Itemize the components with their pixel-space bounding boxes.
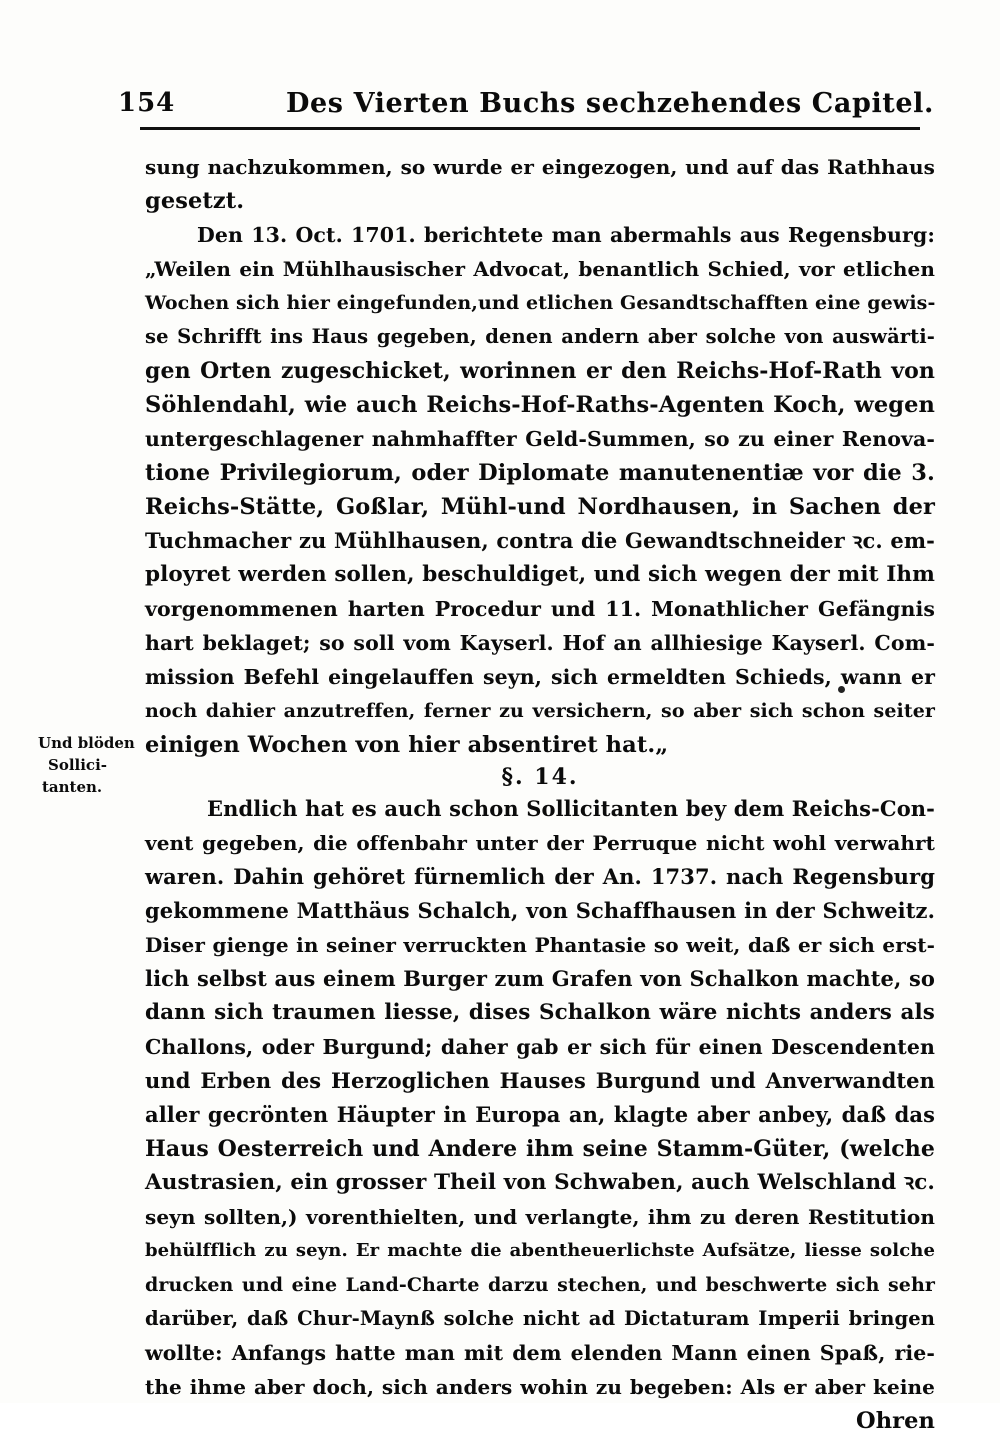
header-rule — [140, 127, 920, 130]
text-line: darüber, daß Chur-Maynß solche nicht ad Dictaturam Imperii bringen — [145, 1307, 935, 1330]
text-line: ployret werden sollen, beschuldiget, und sich wegen der mit Ihm — [145, 562, 935, 587]
margin-note-line: Sollici- — [48, 756, 107, 774]
section-heading: §. 14. — [501, 764, 579, 790]
text-line: einigen Wochen von hier absentiret hat.„ — [145, 732, 669, 758]
page-number: 154 — [118, 88, 176, 118]
text-line: untergeschlagener nahmhaffter Geld-Summen, so zu einer Renova- — [145, 427, 935, 451]
text-line: Söhlendahl, wie auch Reichs-Hof-Raths-Agenten Koch, wegen — [145, 392, 935, 418]
page-header — [118, 88, 935, 124]
text-line: hart beklaget; so soll vom Kayserl. Hof an allhiesige Kayserl. Com- — [145, 631, 935, 655]
text-line: Diser gienge in seiner verruckten Phantasie so weit, daß er sich erst- — [145, 933, 935, 957]
text-line: se Schrifft ins Haus gegeben, denen andern aber solche von auswärti- — [145, 325, 935, 348]
text-line: gesetzt. — [145, 188, 245, 214]
text-line: aller gecrönten Häupter in Europa an, klagte aber anbey, daß das — [145, 1102, 935, 1127]
text-line: Austrasien, ein grosser Theil von Schwaben, auch Welschland ꝛc. — [145, 1170, 935, 1195]
text-line: sung nachzukommen, so wurde er eingezogen, und auf das Rathhaus — [145, 155, 935, 179]
text-line: gen Orten zugeschicket, worinnen er den Reichs-Hof-Rath von — [145, 358, 935, 384]
text-line: Endlich hat es auch schon Sollicitanten bey dem Reichs-Con- — [207, 796, 935, 821]
text-line: drucken und eine Land-Charte darzu stechen, und beschwerte sich sehr — [145, 1274, 935, 1296]
text-line: dann sich traumen liesse, dises Schalkon wäre nichts anders als — [145, 1000, 935, 1025]
text-line: the ihme aber doch, sich anders wohin zu begeben: Als er aber keine — [145, 1375, 935, 1399]
text-line: noch dahier anzutreffen, ferner zu versichern, so aber sich schon seiter — [145, 700, 935, 722]
text-line: wollte: Anfangs hatte man mit dem elenden Mann einen Spaß, rie- — [145, 1341, 935, 1365]
margin-note-line: tanten. — [42, 778, 103, 796]
running-title: Des Vierten Buchs sechzehendes Capitel. — [286, 88, 935, 119]
text-line: mission Befehl eingelauffen seyn, sich ermeldten Schieds, wann er — [145, 665, 935, 689]
text-line: Reichs-Stätte, Goßlar, Mühl-und Nordhausen, in Sachen der — [145, 494, 935, 520]
body-text — [145, 150, 935, 1438]
text-line: Tuchmacher zu Mühlhausen, contra die Gewandtschneider ꝛc. em- — [145, 528, 935, 553]
text-line: Wochen sich hier eingefunden,und etlichen Gesandtschafften eine gewis- — [145, 292, 936, 314]
text-line: Den 13. Oct. 1701. berichtete man abermahls aus Regensburg: — [197, 223, 935, 247]
text-line: lich selbst aus einem Burger zum Grafen von Schalkon machte, so — [145, 966, 935, 991]
text-line: „Weilen ein Mühlhausischer Advocat, benantlich Schied, vor etlichen — [145, 257, 935, 281]
text-line: seyn sollten,) vorenthielten, und verlangte, ihm zu deren Restitution — [145, 1205, 935, 1229]
text-line: vorgenommenen harten Procedur und 11. Monathlicher Gefängnis — [145, 597, 935, 621]
text-line: behülfflich zu seyn. Er machte die abentheuerlichste Aufsätze, liesse solche — [145, 1240, 935, 1261]
text-line: Haus Oesterreich und Andere ihm seine Stamm-Güter, (welche — [145, 1136, 935, 1162]
text-line: und Erben des Herzoglichen Hauses Burgund und Anverwandten — [145, 1068, 935, 1093]
margin-note-line: Und blöden — [38, 734, 135, 752]
text-line: gekommene Matthäus Schalch, von Schaffhausen in der Schweitz. — [145, 898, 935, 923]
text-line: Challons, oder Burgund; daher gab er sich für einen Descendenten — [145, 1035, 935, 1059]
margin-note — [38, 732, 148, 798]
text-line: vent gegeben, die offenbahr unter der Perruque nicht wohl verwahrt — [145, 831, 935, 855]
catchword: Ohren — [856, 1408, 935, 1434]
text-line: tione Privilegiorum, oder Diplomate manutenentiæ vor die 3. — [145, 460, 935, 486]
text-line: waren. Dahin gehöret fürnemlich der An. 1737. nach Regensburg — [145, 864, 935, 889]
